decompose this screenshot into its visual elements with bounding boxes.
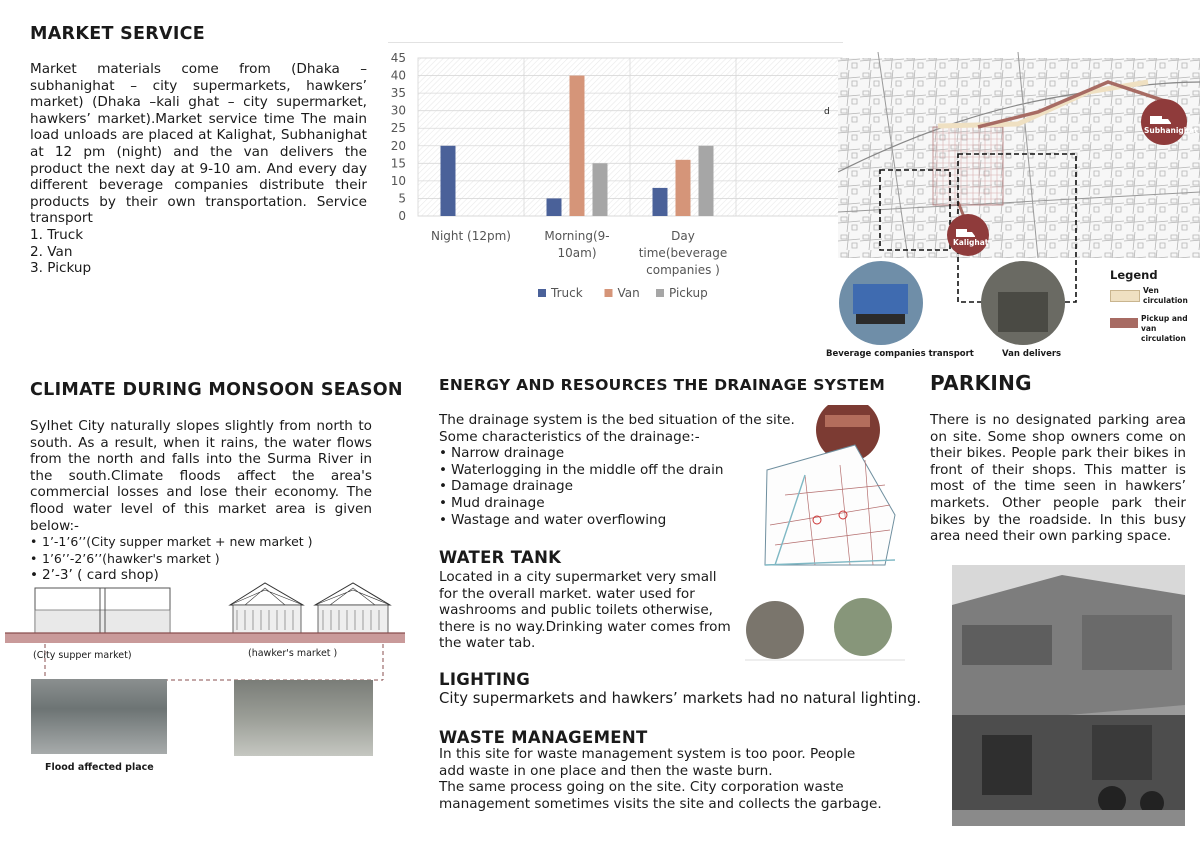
x-tick-label: Night (12pm) <box>431 229 511 243</box>
y-tick-label: 30 <box>390 103 406 118</box>
legend-swatch-pickup <box>1110 318 1138 328</box>
legend-label: Van <box>617 286 640 300</box>
flood-photo-2 <box>234 680 373 756</box>
drainage-item: • Narrow drainage <box>439 445 829 462</box>
market-service-title: MARKET SERVICE <box>30 24 206 44</box>
bar-van <box>570 76 585 216</box>
legend-swatch <box>538 289 546 297</box>
parking-title: PARKING <box>930 371 1032 395</box>
water-tank-title: WATER TANK <box>439 548 562 567</box>
waste-text-2: The same process going on the site. City corporation waste management sometimes visits the site and collects the garbage. <box>439 779 882 812</box>
bar-truck <box>547 198 562 216</box>
waste-title: WASTE MANAGEMENT <box>439 728 648 747</box>
kalighat-label: Kalighat <box>953 238 989 247</box>
drainage-item: • Wastage and water overflowing <box>439 512 829 529</box>
x-tick-label: Morning(9- <box>544 229 610 243</box>
legend-label: Pickup <box>669 286 708 300</box>
market-service-text <box>30 61 367 277</box>
climate-text <box>30 418 372 584</box>
flood-section-drawing <box>5 580 405 690</box>
y-tick-label: 10 <box>390 173 406 188</box>
drainage-item: • Waterlogging in the middle off the drain <box>439 462 829 479</box>
map-stray-label: d <box>824 107 830 117</box>
bar-van <box>676 160 691 216</box>
y-tick-label: 45 <box>390 51 406 65</box>
parking-text: There is no designated parking area on site. Some shop owners come on their bikes. People park their bikes in front of their shops. This matter is most of the time seen in hawkers’ markets. Other people park their bikes by the roadside. In this busy area need their own parking space. <box>930 412 1186 545</box>
transport-item: 1. Truck <box>30 226 84 243</box>
legend-title: Legend <box>1110 268 1158 282</box>
drainage-item: • Mud drainage <box>439 495 829 512</box>
lighting-title: LIGHTING <box>439 670 531 689</box>
waste-text <box>439 746 884 812</box>
flood-photo-1 <box>31 679 167 754</box>
legend-swatch <box>605 289 613 297</box>
bar-truck <box>441 146 456 216</box>
bar-pickup <box>593 163 608 216</box>
lighting-text: City supermarkets and hawkers’ markets had no natural lighting. <box>439 690 922 707</box>
energy-title: ENERGY AND RESOURCES THE DRAINAGE SYSTEM <box>439 376 886 394</box>
legend-swatch <box>656 289 664 297</box>
drainage-item: • Damage drainage <box>439 478 829 495</box>
legend-item-van: Ven circulation <box>1143 286 1188 305</box>
city-supermarket-label: (City supper market) <box>33 650 132 661</box>
legend-item-pickup: Pickup and van circulation <box>1141 314 1188 343</box>
y-tick-label: 20 <box>390 138 406 153</box>
beverage-caption: Beverage companies transport <box>826 349 974 359</box>
climate-title: CLIMATE DURING MONSOON SEASON <box>30 380 403 400</box>
y-tick-label: 40 <box>390 68 406 83</box>
service-chart <box>380 42 845 317</box>
y-tick-label: 5 <box>398 191 406 206</box>
climate-paragraph: Sylhet City naturally slopes slightly from north to south. As a result, when it rains, the water flows from the north and falls into the Surma River in the south.Climate floods affect the area's commercial losses and lose their economy. The flood water level of this market area is given below:- <box>30 418 372 534</box>
flood-caption: Flood affected place <box>45 762 154 773</box>
van-caption: Van delivers <box>1002 349 1062 359</box>
waste-text-1: In this site for waste management system is too poor. People add waste in one place and then the waste burn. <box>439 746 856 779</box>
hawker-market-label: (hawker's market ) <box>248 648 338 659</box>
parking-photo <box>952 565 1185 826</box>
map-panel <box>824 52 1200 364</box>
y-tick-label: 25 <box>390 121 406 136</box>
legend-label: Truck <box>551 286 583 300</box>
y-tick-label: 0 <box>398 209 406 223</box>
flood-level-item: • 2’-3’ ( card shop) <box>30 567 372 584</box>
bar-chart <box>380 42 845 317</box>
y-tick-label: 35 <box>390 86 406 101</box>
x-tick-label: time(beverage <box>638 246 728 260</box>
x-tick-label: 10am) <box>557 246 597 260</box>
flood-level-item: • 1’6’’-2’6’’(hawker's market ) <box>30 551 372 568</box>
y-tick-label: 15 <box>390 156 406 171</box>
legend-swatch-van <box>1110 290 1140 302</box>
drainage-intro: The drainage system is the bed situation of the site. Some characteristics of the drainage:- <box>439 412 795 445</box>
bar-pickup <box>699 146 714 216</box>
bar-truck <box>653 188 668 216</box>
map-legend <box>1110 268 1200 344</box>
transport-item: 2. Van <box>30 243 73 260</box>
flood-level-item: • 1’-1’6’’(City supper market + new market ) <box>30 534 372 551</box>
x-tick-label: companies ) <box>646 263 720 277</box>
x-tick-label: Day <box>671 229 695 243</box>
subhanighat-label: Subhanighat <box>1144 126 1198 135</box>
market-service-paragraph: Market materials come from (Dhaka – subhanighat – city supermarkets, hawkers’ market) (Dhaka –kali ghat – city supermarket, hawkers’ market).Market service time The main load unloads are placed at Kalighat, Subhanighat at 12 pm (night) and the van delivers the product the next day at 9-10 am. And every day different beverage companies distribute their products by their own transportation. Service transport <box>30 61 367 227</box>
drainage-plan <box>745 405 905 665</box>
transport-item: 3. Pickup <box>30 260 92 277</box>
water-tank-text: Located in a city supermarket very small for the overall market. water used for washrooms and public toilets otherwise, there is no way.Drinking water comes from the water tab. <box>439 569 731 652</box>
